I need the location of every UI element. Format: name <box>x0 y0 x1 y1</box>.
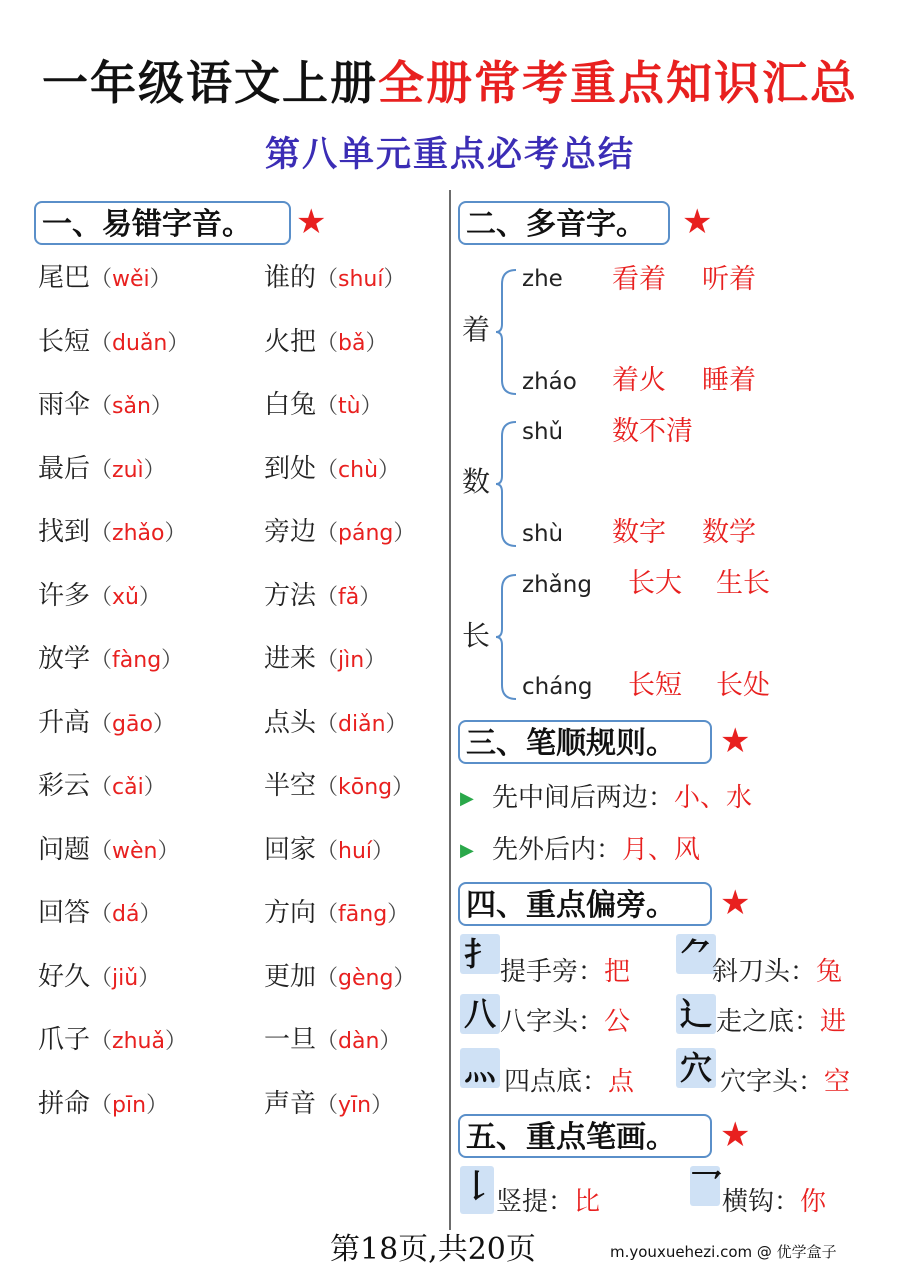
word-item <box>38 449 166 491</box>
radical-item <box>504 1062 634 1102</box>
section-2-title: 二、多音字。 <box>458 201 670 245</box>
word-item <box>38 766 166 808</box>
paren-close: ） <box>371 1093 394 1118</box>
star-icon: ★ <box>720 1115 751 1155</box>
word-item <box>264 1020 401 1062</box>
pinyin-text: shuí <box>338 267 384 292</box>
stroke-item <box>496 1182 600 1222</box>
word-text: 火把 <box>264 327 317 357</box>
word-text: 方向 <box>264 898 317 928</box>
radical-glyph: 辶 <box>676 994 716 1034</box>
paren-close: ） <box>157 839 180 864</box>
paren-close: ） <box>139 902 162 927</box>
page-number: 第18页,共20页 <box>330 1232 536 1267</box>
pinyin-text: zuì <box>112 458 144 483</box>
paren-close: ） <box>150 394 173 419</box>
paren-open: （ <box>316 775 339 800</box>
word-text: 一旦 <box>264 1025 317 1055</box>
section-4-header <box>458 882 778 928</box>
brace-icon <box>494 268 518 396</box>
stroke-label: 横钩： <box>722 1187 801 1217</box>
radical-item <box>720 1062 850 1102</box>
radical-label: 斜刀头： <box>712 957 817 987</box>
word-text: 点头 <box>264 708 317 738</box>
radical-example: 把 <box>604 957 631 987</box>
paren-close: ） <box>161 648 184 673</box>
section-5-header <box>458 1114 778 1160</box>
radical-item <box>716 1002 846 1042</box>
paren-open: （ <box>90 902 113 927</box>
paren-open: （ <box>316 902 339 927</box>
radical-label: 四点底： <box>504 1067 609 1097</box>
word-text: 雨伞 <box>38 390 91 420</box>
pinyin-text: wěi <box>112 267 150 292</box>
word-text: 找到 <box>38 517 91 547</box>
word-item <box>264 703 408 745</box>
paren-open: （ <box>316 1029 339 1054</box>
word-item <box>264 893 409 935</box>
stroke-rule-example: 小、水 <box>674 783 753 813</box>
paren-close: ） <box>167 331 190 356</box>
pinyin-text: chù <box>338 458 379 483</box>
paren-close: ） <box>360 394 383 419</box>
paren-close: ） <box>143 775 166 800</box>
pinyin-text: xǔ <box>112 585 139 610</box>
word-text: 谁的 <box>264 263 317 293</box>
pinyin-text: zhuǎ <box>112 1029 165 1054</box>
word-text: 进来 <box>264 644 317 674</box>
radical-glyph: 穴 <box>676 1048 716 1088</box>
star-icon: ★ <box>720 721 751 761</box>
pinyin-text: fǎ <box>338 585 360 610</box>
paren-open: （ <box>316 648 339 673</box>
radical-label: 八字头： <box>500 1007 605 1037</box>
word-text: 长短 <box>38 327 91 357</box>
radical-label: 提手旁： <box>500 957 605 987</box>
word-item <box>38 322 189 364</box>
pinyin-text: kōng <box>338 775 393 800</box>
title-part1: 一年级语文上册 <box>42 56 378 110</box>
pinyin-text: yīn <box>338 1093 372 1118</box>
paren-close: ） <box>393 521 416 546</box>
paren-close: ） <box>379 1029 402 1054</box>
paren-open: （ <box>316 585 339 610</box>
pinyin-text: fàng <box>112 648 162 673</box>
word-item <box>264 830 394 872</box>
polyphone-example: 长处 <box>716 670 770 701</box>
word-text: 拼命 <box>38 1089 91 1119</box>
stroke-glyph: 𠄌 <box>460 1166 494 1214</box>
pinyin-text: dàn <box>338 1029 380 1054</box>
star-icon: ★ <box>682 202 713 242</box>
radical-glyph: 扌 <box>460 934 500 974</box>
stroke-rule-text: 先中间后两边： <box>492 783 675 813</box>
section-4-title: 四、重点偏旁。 <box>458 882 712 926</box>
radical-example: 空 <box>824 1067 851 1097</box>
word-item <box>38 258 172 300</box>
pinyin-text: tù <box>338 394 361 419</box>
polyphone-example: 睡着 <box>702 365 756 396</box>
star-icon: ★ <box>720 883 751 923</box>
word-item <box>38 639 183 681</box>
stroke-glyph: 乛 <box>690 1167 723 1205</box>
paren-open: （ <box>90 775 113 800</box>
column-divider <box>449 190 451 1230</box>
paren-close: ） <box>392 775 415 800</box>
polyphone-char: 着 <box>462 313 491 346</box>
paren-close: ） <box>139 585 162 610</box>
radical-glyph: ⺈ <box>676 934 716 974</box>
word-item <box>264 639 386 681</box>
radical-item <box>500 952 630 992</box>
star-icon: ★ <box>296 202 327 242</box>
pinyin-text: sǎn <box>112 394 151 419</box>
stroke-rule-text: 先外后内： <box>492 835 623 865</box>
word-text: 放学 <box>38 644 91 674</box>
word-item <box>38 1084 168 1126</box>
bullet-icon: ▶ <box>460 788 474 809</box>
radical-label: 走之底： <box>716 1007 821 1037</box>
paren-open: （ <box>316 458 339 483</box>
polyphone-example: 数不清 <box>612 416 693 447</box>
paren-close: ） <box>143 458 166 483</box>
pinyin-text: diǎn <box>338 712 386 737</box>
polyphone-example: 着火 <box>612 365 666 396</box>
section-1-header <box>34 201 334 247</box>
word-text: 方法 <box>264 581 317 611</box>
polyphone-reading: zhe <box>522 266 563 292</box>
paren-close: ） <box>146 1093 169 1118</box>
page-subtitle: 第八单元重点必考总结 <box>264 135 635 175</box>
word-item <box>264 766 414 808</box>
word-text: 更加 <box>264 962 317 992</box>
word-text: 回家 <box>264 835 317 865</box>
polyphone-example: 数字 <box>612 517 666 548</box>
polyphone-reading: shǔ <box>522 419 564 445</box>
watermark: m.youxuehezi.com @ 优学盒子 <box>610 1243 837 1261</box>
radical-example: 点 <box>608 1067 635 1097</box>
paren-open: （ <box>90 648 113 673</box>
pinyin-text: zhǎo <box>112 521 165 546</box>
polyphone-reading: zháo <box>522 369 577 395</box>
radical-example: 进 <box>820 1007 847 1037</box>
stroke-rule-item <box>460 830 700 871</box>
word-item <box>264 576 381 618</box>
paren-open: （ <box>316 331 339 356</box>
paren-close: ） <box>164 1029 187 1054</box>
word-item <box>38 385 173 427</box>
radical-label: 穴字头： <box>720 1067 825 1097</box>
word-item <box>38 703 175 745</box>
bullet-icon: ▶ <box>460 840 474 861</box>
stroke-label: 竖提： <box>496 1187 575 1217</box>
paren-close: ） <box>385 712 408 737</box>
polyphone-example: 长大 <box>628 568 682 599</box>
word-item <box>264 385 383 427</box>
paren-open: （ <box>90 458 113 483</box>
paren-close: ） <box>378 458 401 483</box>
stroke-example: 你 <box>800 1187 827 1217</box>
word-item <box>38 830 180 872</box>
word-text: 旁边 <box>264 517 317 547</box>
polyphone-reading: zhǎng <box>522 572 592 598</box>
section-5-title: 五、重点笔画。 <box>458 1114 712 1158</box>
paren-close: ） <box>359 585 382 610</box>
paren-close: ） <box>387 902 410 927</box>
pinyin-text: páng <box>338 521 394 546</box>
paren-open: （ <box>90 966 113 991</box>
paren-open: （ <box>316 839 339 864</box>
paren-close: ） <box>164 521 187 546</box>
paren-close: ） <box>383 267 406 292</box>
word-item <box>38 512 186 554</box>
stroke-example: 比 <box>574 1187 601 1217</box>
word-text: 白兔 <box>264 390 317 420</box>
word-text: 回答 <box>38 898 91 928</box>
word-item <box>264 322 388 364</box>
word-text: 许多 <box>38 581 91 611</box>
paren-open: （ <box>90 585 113 610</box>
pinyin-text: dá <box>112 902 140 927</box>
pinyin-text: pīn <box>112 1093 147 1118</box>
brace-icon <box>494 573 518 701</box>
pinyin-text: jiǔ <box>112 966 139 991</box>
radical-item <box>500 1002 630 1042</box>
section-3-header <box>458 720 778 766</box>
paren-open: （ <box>316 521 339 546</box>
section-1-title: 一、易错字音。 <box>34 201 291 245</box>
polyphone-reading: cháng <box>522 674 593 700</box>
page-title <box>0 52 900 114</box>
paren-close: ） <box>365 331 388 356</box>
word-text: 好久 <box>38 962 91 992</box>
pinyin-text: huí <box>338 839 373 864</box>
paren-close: ） <box>152 712 175 737</box>
word-item <box>264 957 415 999</box>
word-item <box>38 893 162 935</box>
word-item <box>38 576 161 618</box>
stroke-rule-example: 月、风 <box>622 835 701 865</box>
pinyin-text: wèn <box>112 839 158 864</box>
word-text: 爪子 <box>38 1025 91 1055</box>
pinyin-text: bǎ <box>338 331 366 356</box>
pinyin-text: fāng <box>338 902 388 927</box>
word-item <box>264 449 400 491</box>
word-text: 声音 <box>264 1089 317 1119</box>
polyphone-example: 长短 <box>628 670 682 701</box>
polyphone-example: 生长 <box>716 568 770 599</box>
stroke-item <box>722 1182 826 1222</box>
stroke-rule-item <box>460 778 752 819</box>
polyphone-example: 看着 <box>612 264 666 295</box>
paren-close: ） <box>372 839 395 864</box>
paren-close: ） <box>149 267 172 292</box>
radical-glyph: 灬 <box>460 1048 500 1088</box>
radical-item <box>712 952 842 992</box>
paren-open: （ <box>90 839 113 864</box>
paren-open: （ <box>316 267 339 292</box>
paren-close: ） <box>393 966 416 991</box>
polyphone-char: 数 <box>462 465 491 498</box>
paren-open: （ <box>316 394 339 419</box>
paren-open: （ <box>90 394 113 419</box>
word-text: 彩云 <box>38 771 91 801</box>
paren-open: （ <box>90 521 113 546</box>
radical-example: 公 <box>604 1007 631 1037</box>
polyphone-reading: shù <box>522 521 564 547</box>
section-2-header <box>458 201 728 247</box>
word-item <box>264 1084 393 1126</box>
word-text: 半空 <box>264 771 317 801</box>
radical-glyph: 八 <box>460 994 500 1034</box>
pinyin-text: jìn <box>338 648 365 673</box>
paren-open: （ <box>316 712 339 737</box>
radical-example: 兔 <box>816 957 843 987</box>
paren-open: （ <box>90 331 113 356</box>
brace-icon <box>494 420 518 548</box>
word-text: 尾巴 <box>38 263 91 293</box>
pinyin-text: gèng <box>338 966 394 991</box>
paren-open: （ <box>90 1093 113 1118</box>
pinyin-text: gāo <box>112 712 153 737</box>
paren-close: ） <box>364 648 387 673</box>
polyphone-example: 听着 <box>702 264 756 295</box>
paren-close: ） <box>138 966 161 991</box>
paren-open: （ <box>90 1029 113 1054</box>
pinyin-text: cǎi <box>112 775 144 800</box>
paren-open: （ <box>316 966 339 991</box>
word-text: 到处 <box>264 454 317 484</box>
pinyin-text: duǎn <box>112 331 168 356</box>
section-3-title: 三、笔顺规则。 <box>458 720 712 764</box>
paren-open: （ <box>316 1093 339 1118</box>
word-item <box>264 258 406 300</box>
polyphone-example: 数学 <box>702 517 756 548</box>
paren-open: （ <box>90 712 113 737</box>
word-text: 问题 <box>38 835 91 865</box>
word-text: 最后 <box>38 454 91 484</box>
word-item <box>38 957 160 999</box>
title-part2: 全册常考重点知识汇总 <box>378 56 858 110</box>
word-item <box>38 1020 187 1062</box>
polyphone-char: 长 <box>462 619 491 652</box>
paren-open: （ <box>90 267 113 292</box>
word-text: 升高 <box>38 708 91 738</box>
word-item <box>264 512 415 554</box>
